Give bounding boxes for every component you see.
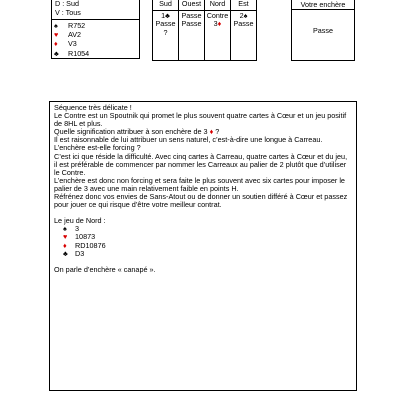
north-hand (54, 225, 352, 257)
your-bid-box (291, 0, 355, 61)
est-bid-2: Passe (233, 19, 254, 29)
nord-bid-2: 3♦ (213, 19, 222, 29)
spade-holding (54, 225, 352, 233)
paragraph: Réfrénez donc vos envies de Sans-Atout ou de donner un soutien différé à Cœur et passez pour jouer ce qui risque d’être votre meilleur contrat. (54, 192, 348, 210)
paragraph: Le Contre est un Spoutnik qui promet le plus souvent quatre cartes à Cœur et un jeu positif de 8HL et plus. (54, 111, 347, 129)
diamond-icon: ♦ (54, 39, 58, 49)
club-icon: ♣ (63, 248, 68, 258)
hand-diagram (51, 0, 140, 59)
nord-bids (205, 11, 231, 61)
spade-icon: ♠ (243, 11, 248, 20)
explanation-box (49, 101, 357, 391)
nord-bid-1: Contre (206, 11, 229, 20)
sud-bid-2: Passe (155, 19, 176, 29)
diamond-icon: ♦ (217, 19, 222, 29)
ouest-bids (179, 11, 205, 61)
ouest-bid-2: Passe (181, 19, 202, 29)
holding-text: V3 (68, 39, 77, 49)
question-paragraph: Quelle signification attribuer à son enchère de 3 ♦ ? (54, 127, 220, 137)
holding-text: AV2 (68, 30, 82, 40)
holding-text: R1054 (68, 48, 90, 58)
paragraph: L’enchère est donc non forcing et sera faite le plus souvent avec six cartes pour imposer le palier de 3 avec une main relativement faible en points H. (54, 175, 345, 193)
holding-text: D3 (75, 248, 85, 258)
your-bid-title: Votre enchère (292, 0, 354, 10)
club-icon: ♣ (54, 48, 59, 58)
holding-text: 10873 (75, 232, 96, 242)
your-bid-answer: Passe (313, 26, 333, 35)
holding-text: RD10876 (75, 240, 106, 250)
heart-holding (54, 31, 139, 40)
diamond-holding (54, 40, 139, 49)
paragraph: C’est ici que réside la difficulté. Avec cinq cartes à Carreau, quatre cartes à Cœur et du jeu, il est préférable de commencer par nommer les Carreaux au palier de 2 plutôt que d’utiliser le Contre. (54, 151, 348, 177)
dealer-label: D : Sud (55, 0, 79, 8)
paragraph-heading: Séquence très délicate ! (54, 103, 132, 112)
paragraph: L’enchère est-elle forcing ? (54, 143, 141, 153)
diamond-holding (54, 242, 352, 250)
sud-bid-3: ? (163, 27, 168, 37)
club-icon: ♣ (165, 11, 170, 20)
bidding-header-row (153, 0, 257, 11)
bidding-table (152, 0, 257, 61)
south-hand (52, 20, 139, 59)
bidding-body-row (153, 11, 257, 61)
vulnerability-label: V : Tous (55, 8, 81, 17)
est-bids (231, 11, 257, 61)
header-est: Est (231, 0, 257, 11)
sud-bid-1: 1♣ (161, 11, 170, 20)
heart-icon: ♥ (54, 30, 59, 40)
header-ouest: Ouest (179, 0, 205, 11)
closing-paragraph: On parle d’enchère « canapé ». (54, 264, 156, 274)
est-bid-1: 2♠ (239, 11, 248, 20)
club-holding (54, 50, 139, 59)
diamond-icon: ♦ (209, 127, 214, 137)
heart-icon: ♥ (63, 232, 68, 242)
hand-header (52, 0, 139, 18)
header-sud: Sud (153, 0, 179, 11)
north-hand-title: Le jeu de Nord : (54, 216, 106, 226)
holding-text: R752 (68, 21, 86, 30)
paragraph: Il est raisonnable de lui attribuer un sens naturel, c’est-à-dire une longue à Carreau. (54, 135, 323, 145)
diamond-icon: ♦ (63, 240, 67, 250)
sud-bids (153, 11, 179, 61)
header-nord: Nord (205, 0, 231, 11)
ouest-bid-1: Passe (181, 11, 202, 20)
spade-holding (54, 22, 139, 31)
holding-text: 3 (75, 224, 80, 234)
club-holding (54, 250, 352, 258)
spade-icon: ♠ (54, 21, 58, 30)
spade-icon: ♠ (63, 224, 67, 234)
